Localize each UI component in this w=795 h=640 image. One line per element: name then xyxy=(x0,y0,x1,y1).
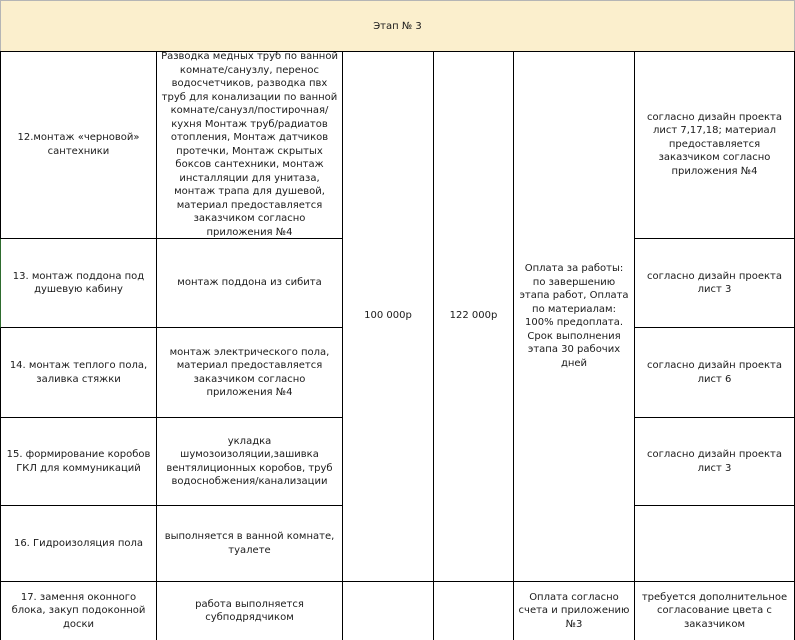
table-row-item xyxy=(0,418,157,506)
price-materials-text: 122 000р xyxy=(449,310,498,322)
table-row-note xyxy=(635,582,795,640)
price-materials-cell xyxy=(434,51,514,582)
description-text: укладка шумозоизоляции,зашивка вентялиционных коробов, труб водоснобжения/канализации xyxy=(166,435,333,487)
table-row-item xyxy=(0,51,157,239)
table-row-description xyxy=(157,51,343,239)
table-row-description xyxy=(157,506,343,582)
table-row-description xyxy=(157,418,343,506)
note-text: согласно дизайн проекта лист 3 xyxy=(647,270,782,295)
description-text: работа выполняется субподрядчиком xyxy=(195,598,304,623)
table-row-description xyxy=(157,582,343,640)
description-text: выполняется в ванной комнате, туалете xyxy=(164,531,335,556)
table-row-description xyxy=(157,328,343,418)
table-row-item xyxy=(0,582,157,640)
table-row-item xyxy=(0,239,157,328)
price-works-cell xyxy=(343,51,434,582)
item-text: 16. Гидроизоляция пола xyxy=(13,537,144,549)
item-text: 14. монтаж теплого пола, заливка стяжки xyxy=(9,360,148,385)
description-text: монтаж поддона из сибита xyxy=(177,277,322,289)
table-row-note xyxy=(635,239,795,328)
payment-terms-cell xyxy=(514,582,635,640)
note-text: согласно дизайн проекта лист 3 xyxy=(647,449,782,474)
description-text: Разводка медных труб по ванной комнате/санузлу, перенос водосчетчиков, разводка пвх труб для конализации по ванной комнате/санузл/постирочная/кухня Монтаж труб/радиатов отопления, Монтаж датчиков протечки, Монтаж скрытых боксов сантехники, монтаж инсталляции для унитаза, монтаж трапа для душевой, материал предоставляется заказчиком согласно приложения №4 xyxy=(161,51,338,238)
item-text: 17. замення оконного блока, закуп подоконной доски xyxy=(11,591,146,630)
price-materials-cell xyxy=(434,582,514,640)
table-row-item xyxy=(0,506,157,582)
table-row-description xyxy=(157,239,343,328)
table-row-note xyxy=(635,506,795,582)
table-row-note xyxy=(635,51,795,239)
table-row-note xyxy=(635,418,795,506)
note-text: согласно дизайн проекта лист 7,17,18; материал предоставляется заказчиком согласно приложения №4 xyxy=(647,111,782,177)
price-works-cell xyxy=(343,582,434,640)
note-text: согласно дизайн проекта лист 6 xyxy=(647,360,782,385)
table-row-item xyxy=(0,328,157,418)
price-works-text: 100 000р xyxy=(364,310,412,322)
description-text: монтаж электрического пола, материал предоставляется заказчиком согласно приложения №4 xyxy=(169,346,330,398)
item-text: 13. монтаж поддона под душевую кабину xyxy=(12,270,145,295)
note-text: требуется дополнительное согласование цвета с заказчиком xyxy=(641,591,788,630)
payment-terms-text: Оплата за работы: по завершению этапа работ, Оплата по материалам: 100% предоплата. Срок выполнения этапа 30 рабочих дней xyxy=(519,263,629,369)
table-row-note xyxy=(635,328,795,418)
stage-title: Этап № 3 xyxy=(373,20,422,32)
payment-terms-text: Оплата согласно счета и приложению №3 xyxy=(518,591,630,630)
item-text: 15. формирование коробов ГКЛ для коммуникаций xyxy=(6,449,151,474)
stage-header xyxy=(0,0,795,52)
payment-terms-cell xyxy=(514,51,635,582)
item-text: 12.монтаж «черновой» сантехники xyxy=(17,132,140,157)
